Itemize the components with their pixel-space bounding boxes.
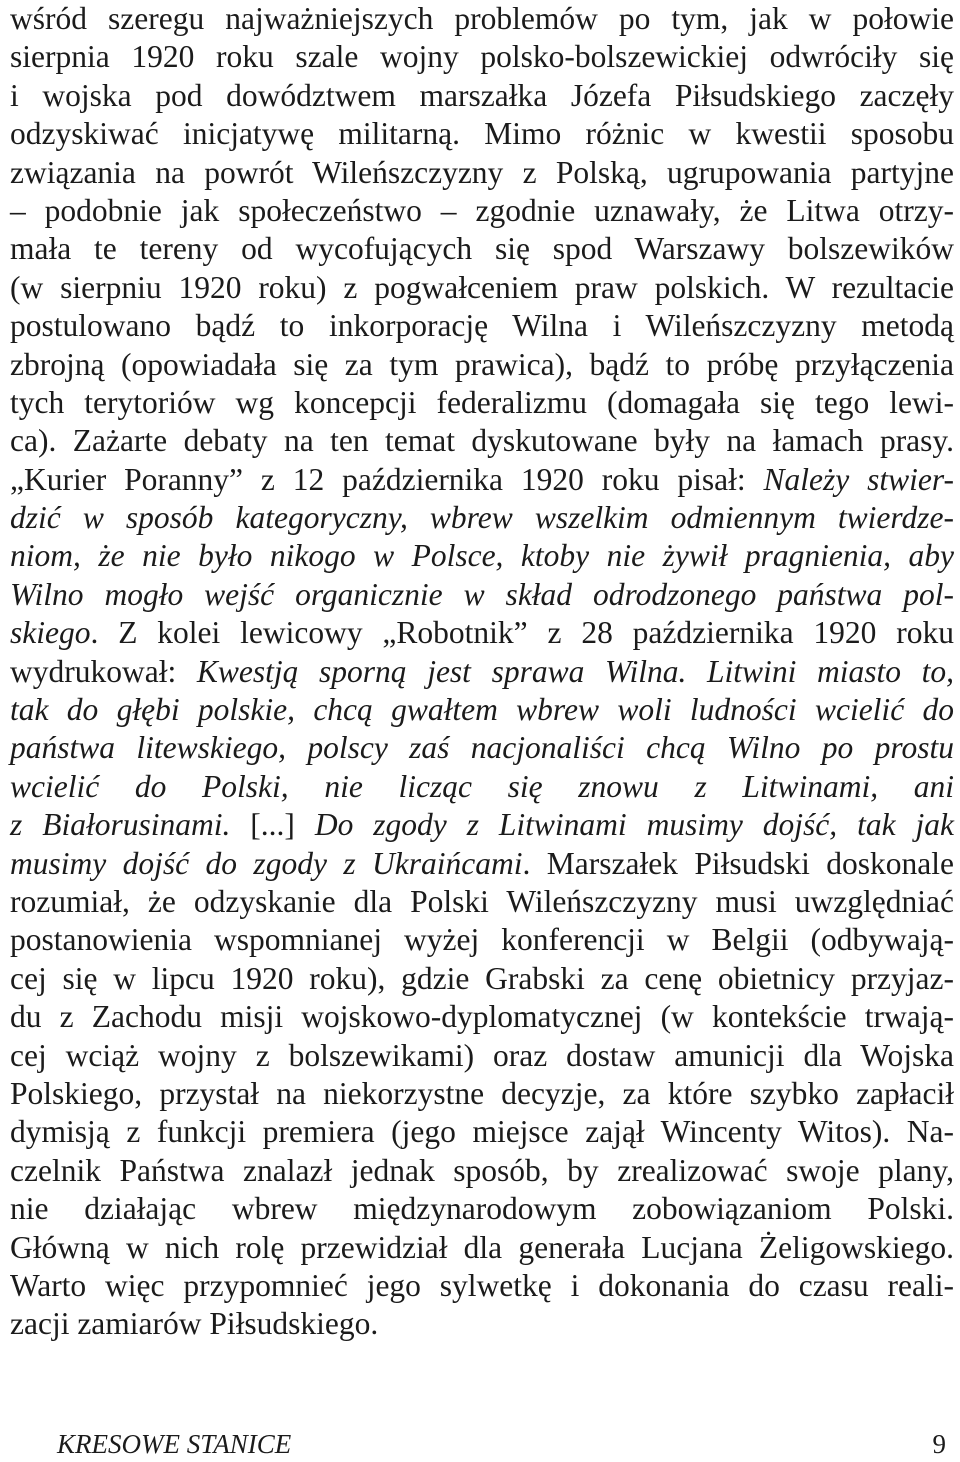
- italic-quote-segment: tak do głębi polskie, chcą gwałtem wbrew woli ludności wcielić do: [10, 692, 954, 728]
- body-text: [10, 0, 954, 1344]
- text-segment: . Marszałek Piłsudski doskonale: [522, 845, 954, 881]
- italic-quote-segment: Wilno mogło wejść organicznie w skład odrodzonego państwa pol-: [10, 576, 954, 612]
- text-line: [10, 653, 954, 691]
- text-segment: [...]: [250, 807, 315, 843]
- text-line: [10, 883, 954, 921]
- text-line: [10, 384, 954, 422]
- text-line: [10, 921, 954, 959]
- italic-quote-segment: państwa litewskiego, polscy zaś nacjonaliści chcą Wilno po prostu: [10, 730, 954, 766]
- text-line: [10, 1305, 954, 1343]
- text-segment: zacji zamiarów Piłsudskiego.: [10, 1306, 379, 1342]
- text-line: [10, 1075, 954, 1113]
- text-segment: czelnik Państwa znalazł jednak sposób, by zrealizować swoje plany,: [10, 1152, 954, 1188]
- text-segment: wydrukował:: [10, 653, 197, 689]
- italic-quote-segment: Do zgody z Litwinami musimy dojść, tak jak: [314, 807, 954, 843]
- text-segment: – podobnie jak społeczeństwo – zgodnie uznawały, że Litwa otrzy-: [10, 192, 954, 228]
- text-line: [10, 269, 954, 307]
- text-line: [10, 0, 954, 38]
- text-line: [10, 960, 954, 998]
- italic-quote-segment: z Białorusinami.: [10, 807, 251, 843]
- text-segment: sierpnia 1920 roku szale wojny polsko-bolszewickiej odwróciły się: [10, 39, 954, 75]
- text-line: [10, 1152, 954, 1190]
- text-line: [10, 1190, 954, 1228]
- publication-title: KRESOWE STANICE: [57, 1429, 292, 1459]
- text-segment: mała te tereny od wycofujących się spod Warszawy bolszewików: [10, 231, 954, 267]
- text-segment: tych terytoriów wg koncepcji federalizmu (domagała się tego lewi-: [10, 384, 954, 420]
- text-segment: wśród szeregu najważniejszych problemów po tym, jak w połowie: [10, 1, 954, 36]
- text-line: [10, 576, 954, 614]
- text-segment: związania na powrót Wileńszczyzny z Polską, ugrupowania partyjne: [10, 154, 954, 190]
- text-segment: i wojska pod dowództwem marszałka Józefa Piłsudskiego zaczęły: [10, 77, 954, 113]
- text-segment: odzyskiwać inicjatywę militarną. Mimo różnic w kwestii sposobu: [10, 116, 954, 152]
- text-line: [10, 1229, 954, 1267]
- text-line: [10, 537, 954, 575]
- italic-quote-segment: dzić w sposób kategoryczny, wbrew wszelkim odmiennym twierdze-: [10, 500, 954, 536]
- text-segment: Warto więc przypomnieć jego sylwetkę i dokonania do czasu reali-: [10, 1267, 954, 1303]
- page-number: 9: [932, 1429, 946, 1459]
- text-segment: dymisją z funkcji premiera (jego miejsce zajął Wincenty Witos). Na-: [10, 1114, 954, 1150]
- text-segment: ca). Zażarte debaty na ten temat dyskutowane były na łamach prasy.: [10, 423, 954, 459]
- text-line: [10, 1037, 954, 1075]
- text-line: [10, 115, 954, 153]
- text-segment: . Z kolei lewicowy „Robotnik” z 28 października 1920 roku: [90, 615, 954, 651]
- text-line: [10, 38, 954, 76]
- text-segment: du z Zachodu misji wojskowo-dyplomatycznej (w kontekście trwają-: [10, 999, 954, 1035]
- text-segment: postanowienia wspomnianej wyżej konferencji w Belgii (odbywają-: [10, 922, 954, 958]
- italic-quote-segment: niom, że nie było nikogo w Polsce, ktoby nie żywił pragnienia, aby: [10, 538, 954, 574]
- text-line: [10, 307, 954, 345]
- text-segment: Polskiego, przystał na niekorzystne decyzje, za które szybko zapłacił: [10, 1075, 954, 1111]
- text-line: [10, 845, 954, 883]
- text-segment: zbrojną (opowiadała się za tym prawica), bądź to próbę przyłączenia: [10, 346, 954, 382]
- italic-quote-segment: Należy stwier-: [763, 461, 954, 497]
- text-line: [10, 346, 954, 384]
- text-segment: (w sierpniu 1920 roku) z pogwałceniem praw polskich. W rezultacie: [10, 269, 954, 305]
- text-line: [10, 461, 954, 499]
- text-segment: cej wciąż wojny z bolszewikami) oraz dostaw amunicji dla Wojska: [10, 1037, 954, 1073]
- text-line: [10, 499, 954, 537]
- italic-quote-segment: wcielić do Polski, nie licząc się znowu z Litwinami, ani: [10, 768, 954, 804]
- text-segment: postulowano bądź to inkorporację Wilna i Wileńszczyzny metodą: [10, 308, 954, 344]
- italic-quote-segment: skiego: [10, 615, 91, 651]
- text-line: [10, 806, 954, 844]
- text-line: [10, 1267, 954, 1305]
- text-segment: „Kurier Poranny” z 12 października 1920 roku pisał:: [10, 461, 764, 497]
- text-line: [10, 230, 954, 268]
- text-line: [10, 192, 954, 230]
- text-line: [10, 729, 954, 767]
- italic-quote-segment: musimy dojść do zgody z Ukraińcami: [10, 845, 523, 881]
- text-segment: rozumiał, że odzyskanie dla Polski Wileńszczyzny musi uwzględniać: [10, 883, 954, 919]
- text-line: [10, 422, 954, 460]
- text-segment: Główną w nich rolę przewidział dla generała Lucjana Żeligowskiego.: [10, 1229, 954, 1265]
- text-line: [10, 998, 954, 1036]
- text-line: [10, 1113, 954, 1151]
- text-line: [10, 691, 954, 729]
- text-line: [10, 77, 954, 115]
- text-line: [10, 768, 954, 806]
- text-line: [10, 614, 954, 652]
- text-line: [10, 154, 954, 192]
- italic-quote-segment: Kwestją sporną jest sprawa Wilna. Litwini miasto to,: [196, 653, 954, 689]
- text-segment: cej się w lipcu 1920 roku), gdzie Grabski za cenę obietnicy przyjaz-: [10, 960, 954, 996]
- text-segment: nie działając wbrew międzynarodowym zobowiązaniom Polski.: [10, 1191, 954, 1227]
